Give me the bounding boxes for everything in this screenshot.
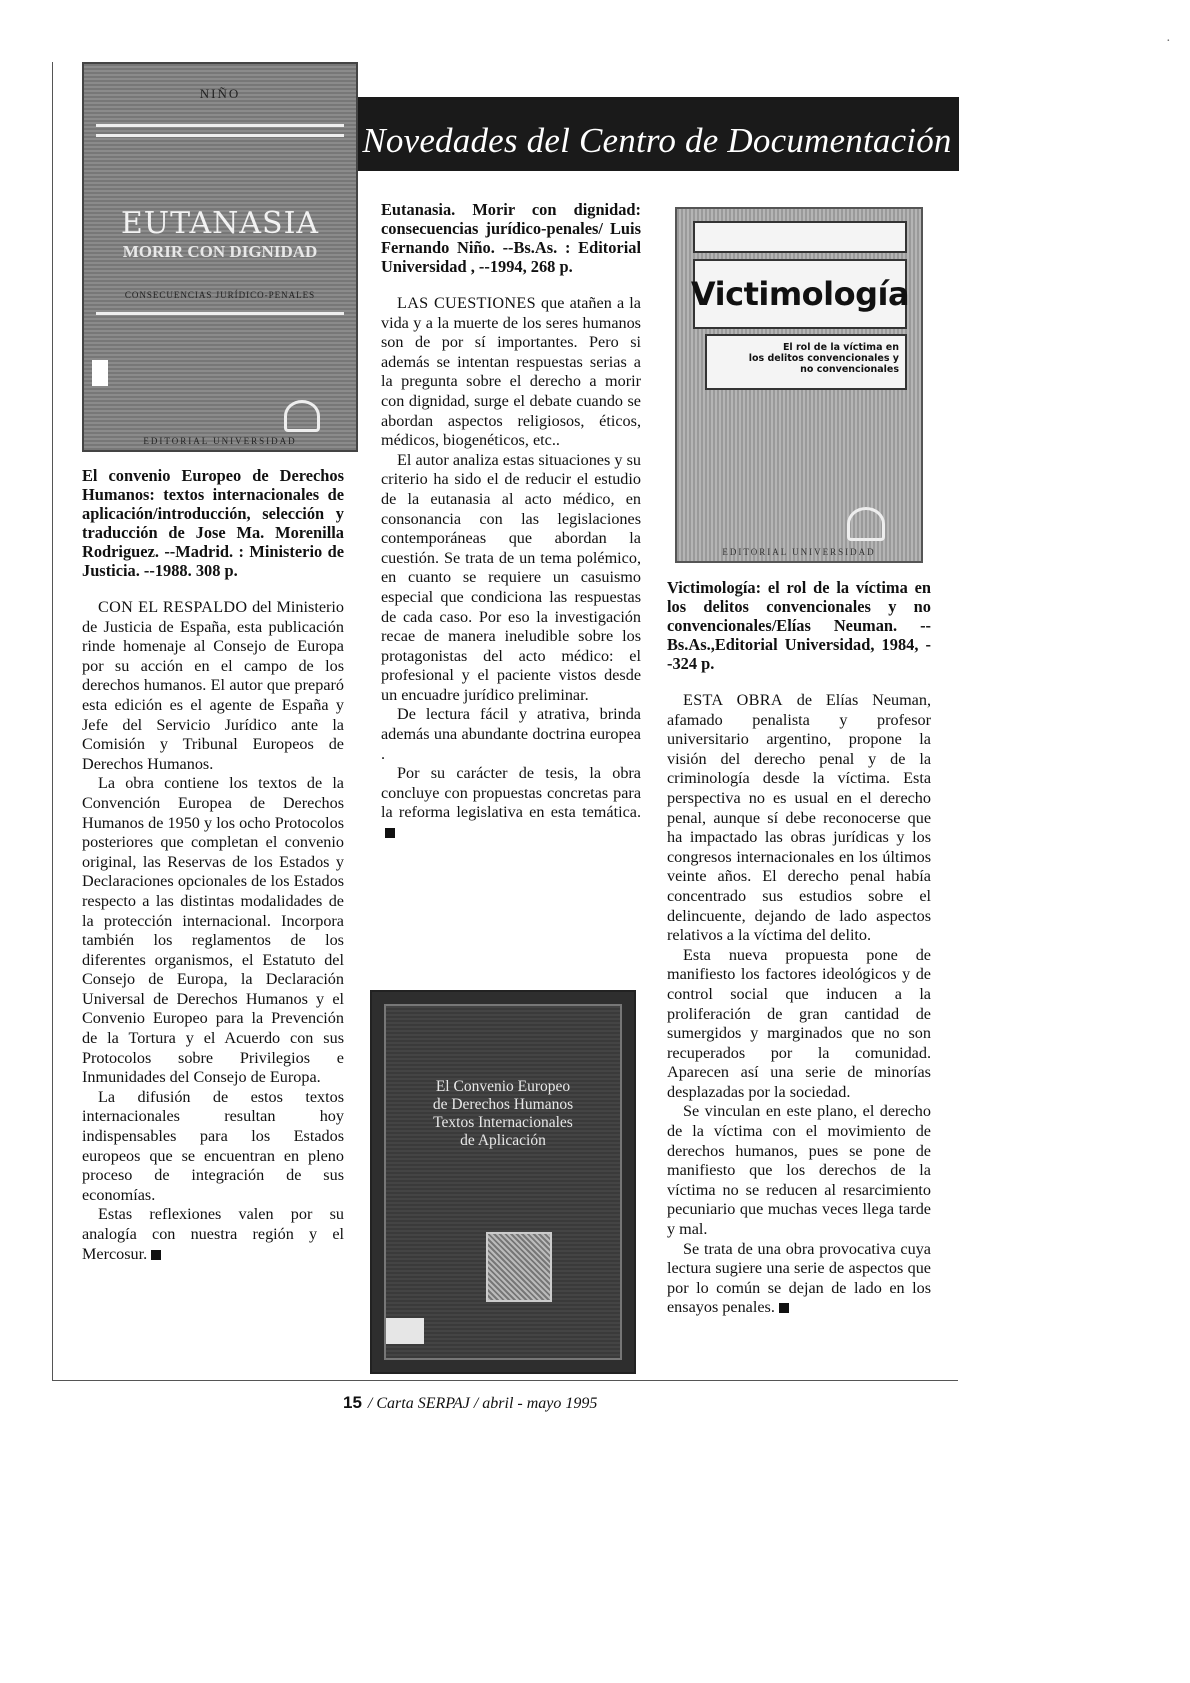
cover-publisher: EDITORIAL UNIVERSIDAD	[722, 547, 876, 557]
column-victimologia	[667, 578, 931, 1318]
cover-rule	[96, 134, 344, 137]
paragraph-text: Se trata de una obra provocativa cuya lectura sugiere una serie de aspectos que por lo común se dejan de lado en los ensayos penales.	[667, 1239, 931, 1317]
paragraph	[381, 764, 641, 842]
paragraph	[82, 1205, 344, 1264]
lead-caps: CON EL RESPALDO	[98, 598, 248, 616]
cover-title-line: El Convenio Europeo	[435, 1078, 571, 1095]
scan-mark: ·	[1166, 34, 1171, 49]
page-number: 15	[343, 1393, 362, 1412]
paragraph: El autor analiza estas situaciones y su criterio ha sido el de reducir el estudio de la eutanasia al acto médico, en consonancia con las legislaciones contemporáneas que abordan la cuestión. Se trata de un tema polémico, en cuanto se requiere un casuismo especial que condiciona las respuestas de cada caso. Por eso la investigación recae de manera ineludible sobre los protagonistas del acto médico: el profesional y el paciente vistos desde un encuadre jurídico preliminar.	[381, 450, 641, 704]
cover-inner-frame	[384, 1004, 622, 1360]
cover-emblem-icon	[486, 1232, 552, 1302]
cover-title: EUTANASIA	[120, 206, 320, 241]
publisher-logo-icon	[847, 507, 885, 541]
footer-text: / Carta SERPAJ / abril - mayo 1995	[367, 1395, 598, 1412]
cover-subtitle: MORIR CON DIGNIDAD	[122, 242, 318, 261]
cover-subtitle-box	[705, 334, 907, 390]
cover-title: Victimología	[690, 275, 910, 313]
publisher-logo-icon	[284, 400, 320, 432]
section-header	[355, 97, 959, 171]
column-eutanasia	[381, 200, 641, 843]
cover-title-line: de Derechos Humanos	[432, 1096, 574, 1113]
book-cover-victimologia	[675, 207, 923, 563]
column-convenio	[82, 466, 344, 1264]
cover-square	[92, 360, 108, 386]
paragraph: De lectura fácil y atrativa, brinda además una abundante doctrina europea .	[381, 705, 641, 763]
book-cover-eutanasia	[82, 62, 358, 452]
biblio-entry: Victimología: el rol de la víctima en los delitos convencionales y no convencionales/Elías Neuman. --Bs.As.,Editorial Universidad, 1984, --324 p.	[667, 578, 931, 673]
paragraph: Esta nueva propuesta pone de manifiesto los factores ideológicos y de control social que inducen a la proliferación de gran cantidad de sumergidos y marginados que no son recuperados por la comunidad. Aparecen así una serie de minorías desplazadas por la sociedad.	[667, 945, 931, 1101]
cover-title	[396, 1078, 610, 1150]
cover-subtitle-line: El rol de la víctima en	[782, 342, 899, 353]
paragraph	[667, 691, 931, 946]
paragraph: La difusión de estos textos internacionales resultan hoy indispensables para los Estados europeos que se encuentran en pleno proceso de integración de sus economías.	[82, 1087, 344, 1204]
cover-subtitle-line: los delitos convencionales y	[748, 353, 899, 364]
biblio-entry: El convenio Europeo de Derechos Humanos: textos internacionales de aplicación/introducción, selección y traducción de Jose Ma. Morenilla Rodriguez. --Madrid. : Ministerio de Justicia. --1988. 308 p.	[82, 466, 344, 580]
end-mark-icon	[779, 1303, 789, 1313]
lead-caps: LAS CUESTIONES	[397, 294, 536, 312]
paragraph-text: Por su carácter de tesis, la obra concluye con propuestas concretas para la reforma legislativa en esta temática.	[381, 764, 641, 822]
paragraph-text: de Elías Neuman, afamado penalista y profesor universitario argentino, propone la visión del derecho penal y de la criminología desde la víctima. Esta perspectiva no es usual en el derecho penal, aunque sí debe reconocerse que ha impactado las obras jurídicas y los congresos internacionales en los últimos veinte años. El derecho penal había concentrado sus estudios sobre el delincuente, dejando de lado aspectos relativos a la víctima del delito.	[667, 691, 932, 945]
paragraph	[82, 598, 344, 774]
cover-title-line: Textos Internacionales	[433, 1114, 573, 1131]
paragraph-text: Estas reflexiones valen por su analogía con nuestra región y el Mercosur.	[82, 1205, 344, 1263]
biblio-entry: Eutanasia. Morir con dignidad: consecuencias jurídico-penales/ Luis Fernando Niño. --Bs.As. : Editorial Universidad , --1994, 268 p.	[381, 200, 641, 276]
cover-publisher: EDITORIAL UNIVERSIDAD	[143, 436, 297, 446]
cover-top-bar	[693, 221, 907, 253]
page-footer	[343, 1393, 597, 1413]
lead-caps: ESTA OBRA	[683, 691, 783, 709]
cover-title-box	[690, 259, 910, 329]
paragraph: Se vinculan en este plano, el derecho de la víctima con el movimiento de derechos humanos, pues se pone de manifiesto que los derechos de la víctima no se reducen al resarcimiento pecuniario que muchas veces llega tarde y mal.	[667, 1102, 931, 1239]
end-mark-icon	[151, 1250, 161, 1260]
library-sticker	[386, 1318, 424, 1344]
cover-title-line: de Aplicación	[460, 1132, 546, 1149]
paragraph-text: del Ministerio de Justicia de España, esta publicación rinde homenaje al Consejo de Europa por su acción en el campo de los derechos humanos. El autor que preparó esta edición es el agente de España y Jefe del Servicio Jurídico ante la Comisión y Tribunal Europeos de Derechos Humanos.	[82, 598, 344, 773]
cover-rule	[96, 312, 344, 315]
cover-author: NIÑO	[199, 86, 241, 101]
cover-rule	[96, 124, 344, 127]
book-cover-convenio	[370, 990, 636, 1374]
paragraph: La obra contiene los textos de la Convención Europea de Derechos Humanos de 1950 y los ocho Protocolos posteriores que completan el convenio original, las Reservas de los Estados y Declaraciones opcionales de los Estados respecto a las distintas modalidades de la protección internacional. Incorpora también los reglamentos de los diferentes organismos, el Estatuto del Consejo de Europa, la Declaración Universal de Derechos Humanos y el Convenio Europeo para la Prevención de la Tortura y el Acuerdo con sus Protocolos sobre Privilegios e Inmunidades del Consejo de Europa.	[82, 774, 344, 1087]
cover-subtitle-line: no convencionales	[800, 364, 899, 375]
paragraph	[381, 294, 641, 451]
section-title: Novedades del Centro de Documentación	[362, 121, 952, 160]
paragraph	[667, 1240, 931, 1318]
end-mark-icon	[385, 828, 395, 838]
paragraph-text: que atañen a la vida y a la muerte de los seres humanos son de por sí importantes. Pero si además se intentan respuestas serias a la pregunta sobre el derecho a morir con dignidad, surge el debate cuando se abordan aspectos religiosos, éticos, médicos, biogenéticos, etc..	[381, 294, 641, 450]
cover-small-text: CONSECUENCIAS JURÍDICO-PENALES	[124, 290, 316, 300]
